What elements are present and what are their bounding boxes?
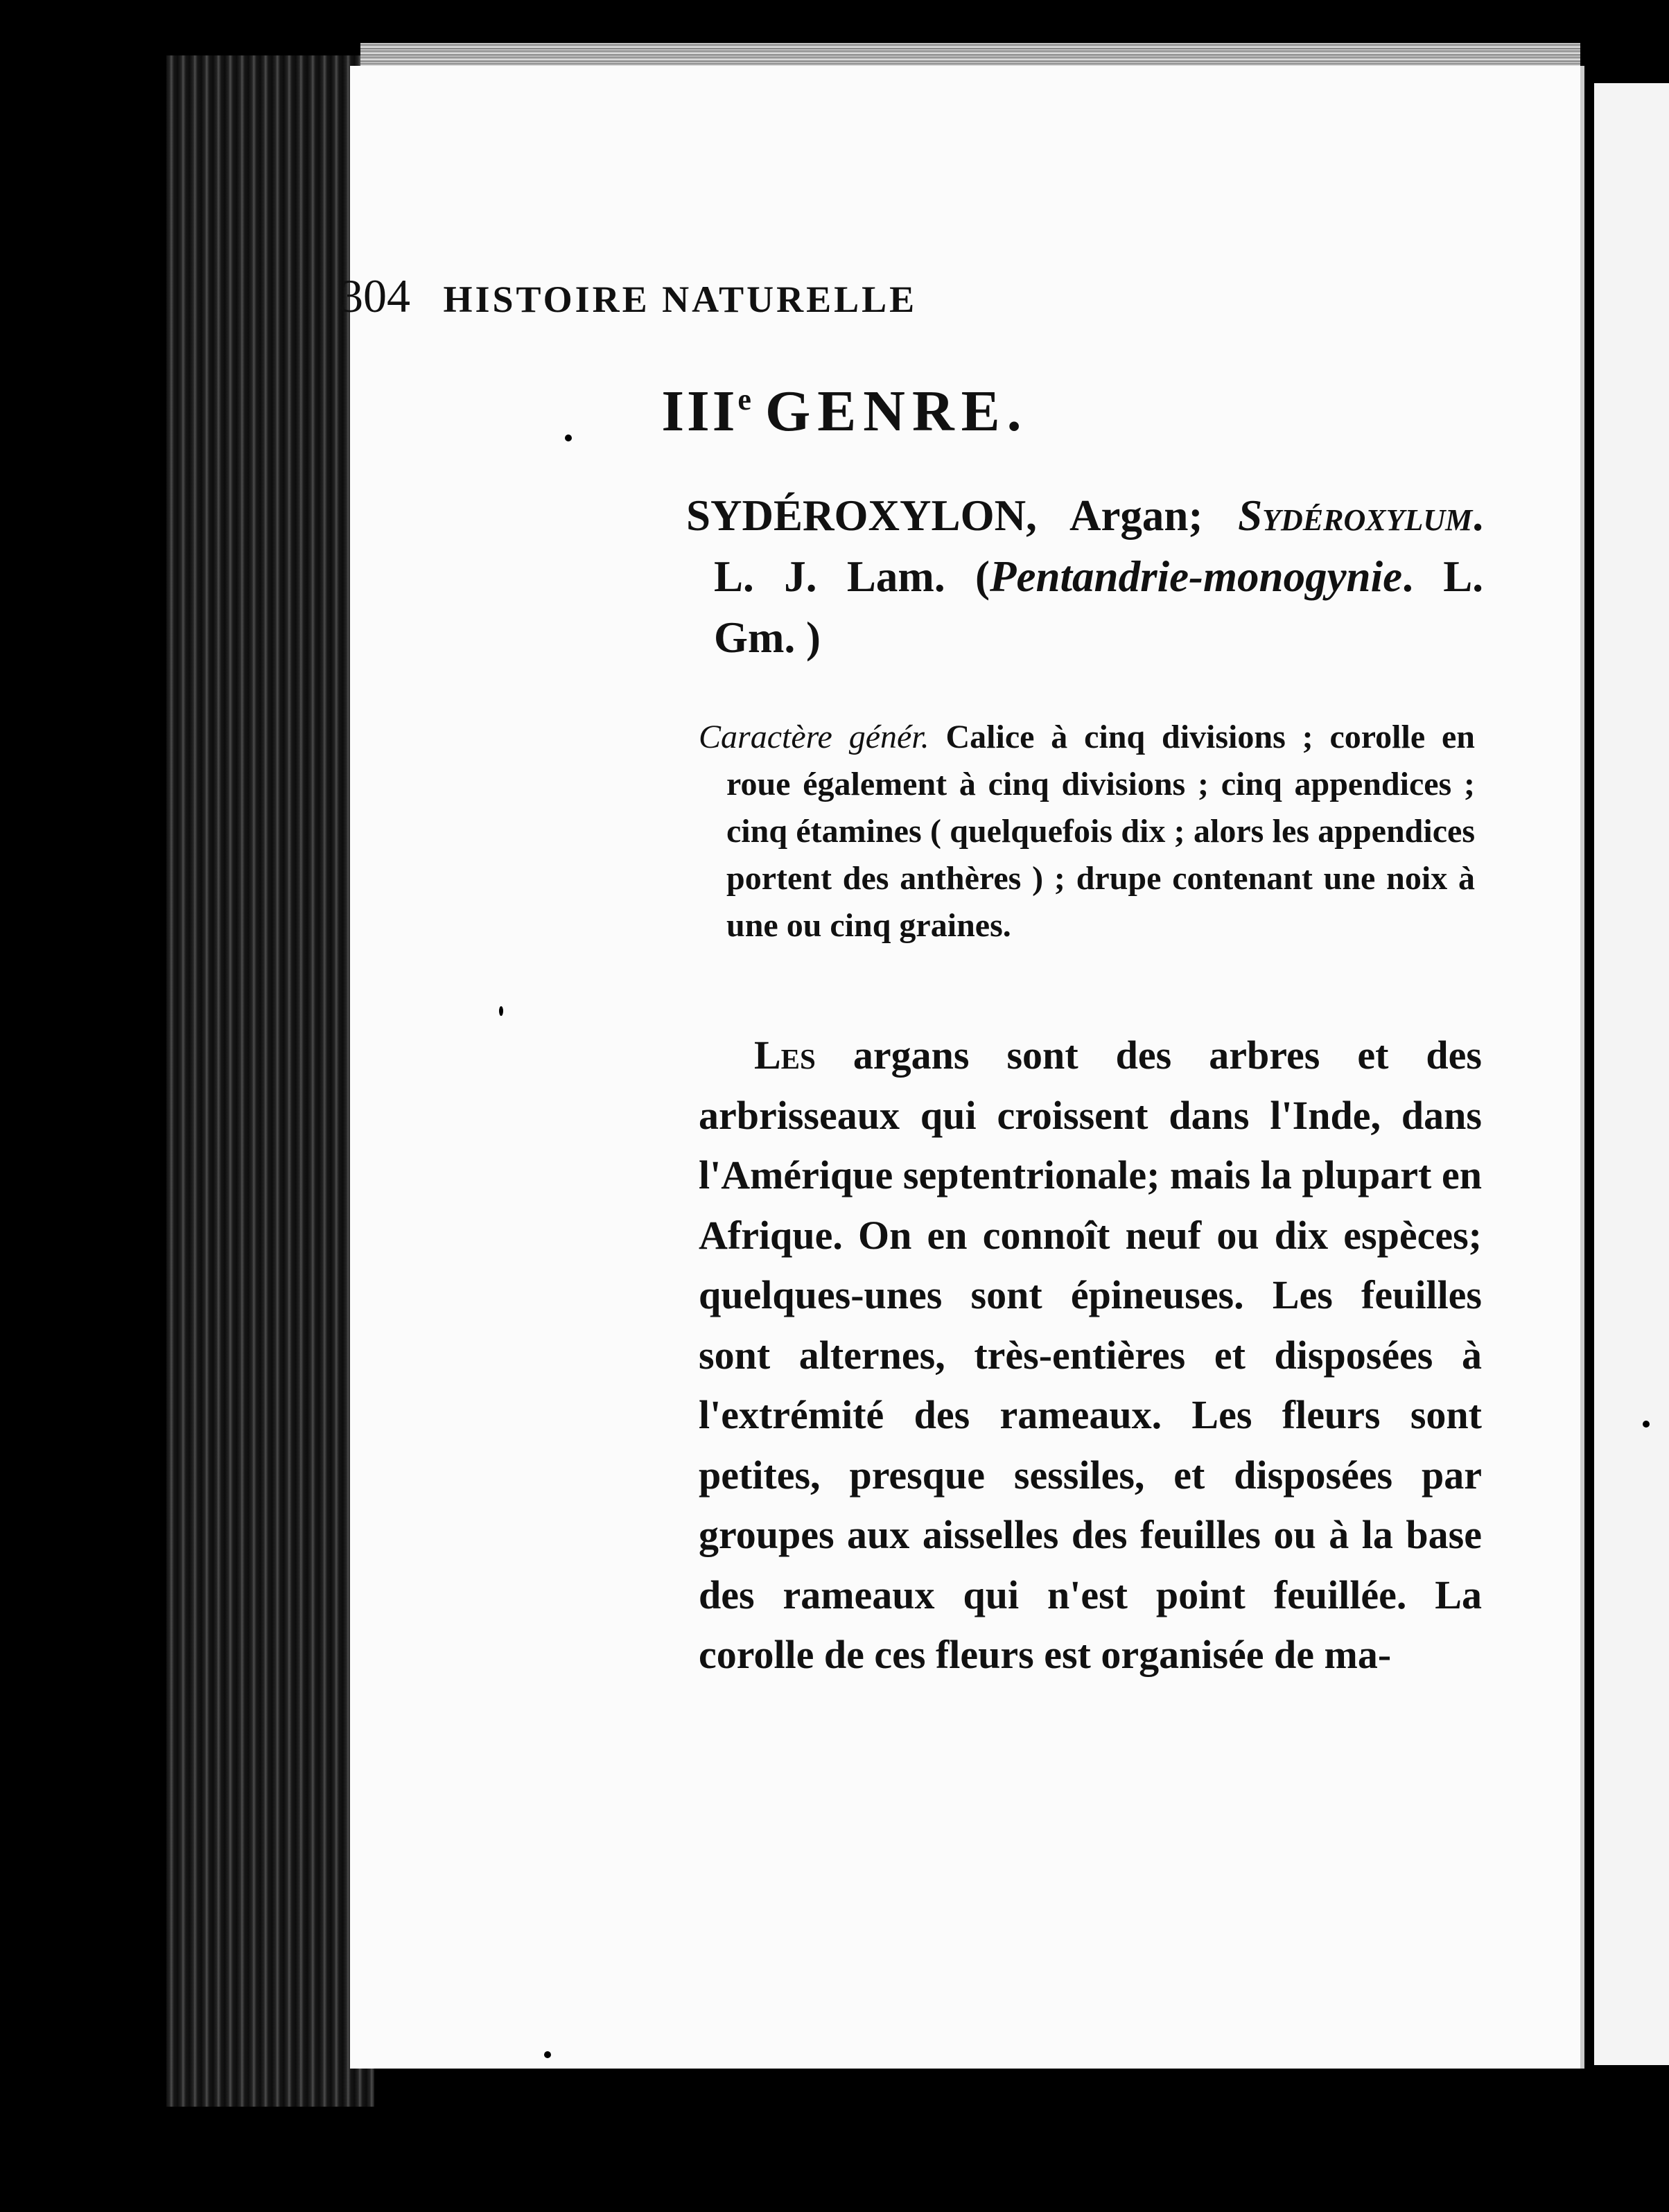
speck [1643, 1421, 1650, 1428]
page-number: 304 [340, 270, 410, 322]
running-head [340, 269, 1352, 324]
genus-references: . L. J. Lam. ( [714, 491, 1483, 601]
speck [499, 1006, 503, 1016]
genre-numeral: III [661, 379, 738, 444]
generic-character-text: Calice à cinq divisions ; corolle en roue également à cinq divisions ; cinq appendices ; cinq étamines ( quelquefois dix ; alors les appendices portent des anthères ) ; drupe contenant une noix à une ou cinq graines. [726, 719, 1475, 944]
genus-name: SYDÉROXYLON, [686, 491, 1037, 540]
body-paragraph [699, 1026, 1482, 1685]
body-lead-word: Les [754, 1033, 816, 1078]
generic-character-label: Caractère génér. [699, 719, 929, 755]
genre-superscript: e [737, 383, 751, 416]
speck [544, 2051, 551, 2058]
genus-latin-name: Sydéroxylum [1238, 491, 1473, 540]
genus-title [686, 485, 1483, 668]
running-title: HISTOIRE NATURELLE [443, 279, 918, 320]
genus-references-end: . L. Gm. ) [714, 552, 1483, 662]
generic-character [699, 714, 1475, 949]
genus-author: Argan; [1036, 491, 1239, 540]
speck [565, 434, 572, 441]
book-page-stack [166, 55, 374, 2107]
genre-label: GENRE. [764, 379, 1029, 444]
genre-heading [0, 378, 1669, 445]
genus-class: Pentandrie-monogynie [990, 552, 1403, 601]
body-paragraph-text: argans sont des arbres et des arbrisseaux qui croissent dans l'Inde, dans l'Amérique septentrionale; mais la plupart en Afrique. On en connoît neuf ou dix espèces; quelques-unes sont épineuses. Les feuilles sont alternes, très-entières et disposées à l'extrémité des rameaux. Les fleurs sont petites, presque sessiles, et disposées par groupes aux aisselles des feuilles ou à la base des rameaux qui n'est point feuillée. La corolle de ces fleurs est organisée de ma- [699, 1033, 1482, 1677]
